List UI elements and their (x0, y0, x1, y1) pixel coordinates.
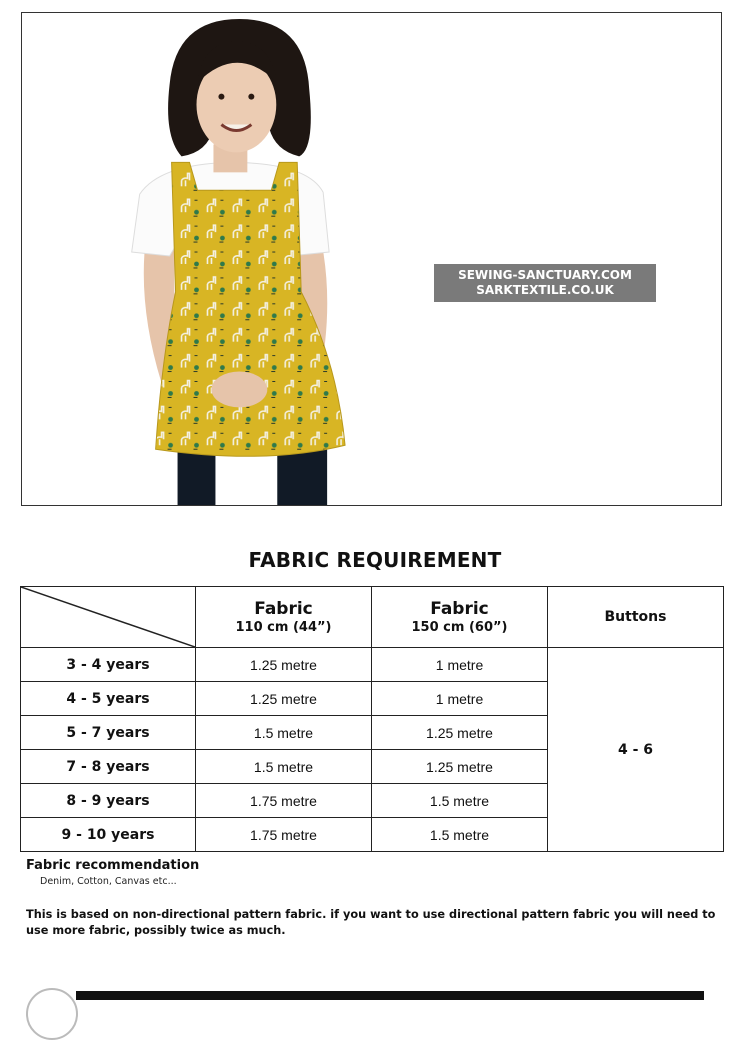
size-cell: 9 - 10 years (21, 818, 196, 852)
bottom-circle-decoration (26, 988, 78, 1040)
table-row (21, 648, 724, 682)
size-cell: 7 - 8 years (21, 750, 196, 784)
fabric-150-amount: 1 metre (372, 682, 548, 716)
buttons-header: Buttons (548, 587, 724, 648)
watermark-line-1: SEWING-SANCTUARY.COM (458, 268, 632, 282)
fabric-110-title: Fabric (254, 598, 313, 619)
fabric-150-amount: 1.5 metre (372, 818, 548, 852)
directional-fabric-note: This is based on non-directional pattern fabric. if you want to use directional pattern fabric you will need to use more fabric, possibly twice as much. (26, 908, 716, 937)
section-title: FABRIC REQUIREMENT (248, 548, 502, 572)
fabric-recommendation-title: Fabric recommendation (26, 858, 200, 873)
fabric-150-amount: 1 metre (372, 648, 548, 682)
fabric-150-width: 150 cm (60”) (411, 619, 508, 635)
child-in-pinafore-photo (22, 13, 721, 505)
fabric-110-amount: 1.75 metre (196, 784, 372, 818)
fabric-110-amount: 1.5 metre (196, 716, 372, 750)
fabric-110-width: 110 cm (44”) (235, 619, 332, 635)
fabric-150-amount: 1.25 metre (372, 750, 548, 784)
size-cell: 4 - 5 years (21, 682, 196, 716)
fabric-110-amount: 1.75 metre (196, 818, 372, 852)
buttons-count: 4 - 6 (548, 648, 724, 852)
fabric-150-amount: 1.25 metre (372, 716, 548, 750)
fabric-150-amount: 1.5 metre (372, 784, 548, 818)
table-header-row (21, 587, 724, 648)
size-cell: 8 - 9 years (21, 784, 196, 818)
fabric-110-amount: 1.25 metre (196, 648, 372, 682)
diagonal-corner-cell (21, 587, 196, 648)
product-photo-frame (21, 12, 722, 506)
diagonal-line (21, 587, 195, 647)
fabric-110-amount: 1.5 metre (196, 750, 372, 784)
fabric-110-header (196, 587, 372, 648)
website-watermark (434, 264, 656, 302)
fabric-requirement-table (20, 586, 724, 852)
fabric-150-header (372, 587, 548, 648)
fabric-110-amount: 1.25 metre (196, 682, 372, 716)
fabric-recommendation-list: Denim, Cotton, Canvas etc... (40, 876, 177, 887)
bottom-divider-bar (76, 991, 704, 1000)
size-cell: 3 - 4 years (21, 648, 196, 682)
fabric-150-title: Fabric (430, 598, 489, 619)
size-cell: 5 - 7 years (21, 716, 196, 750)
watermark-line-2: SARKTEXTILE.CO.UK (476, 283, 614, 297)
